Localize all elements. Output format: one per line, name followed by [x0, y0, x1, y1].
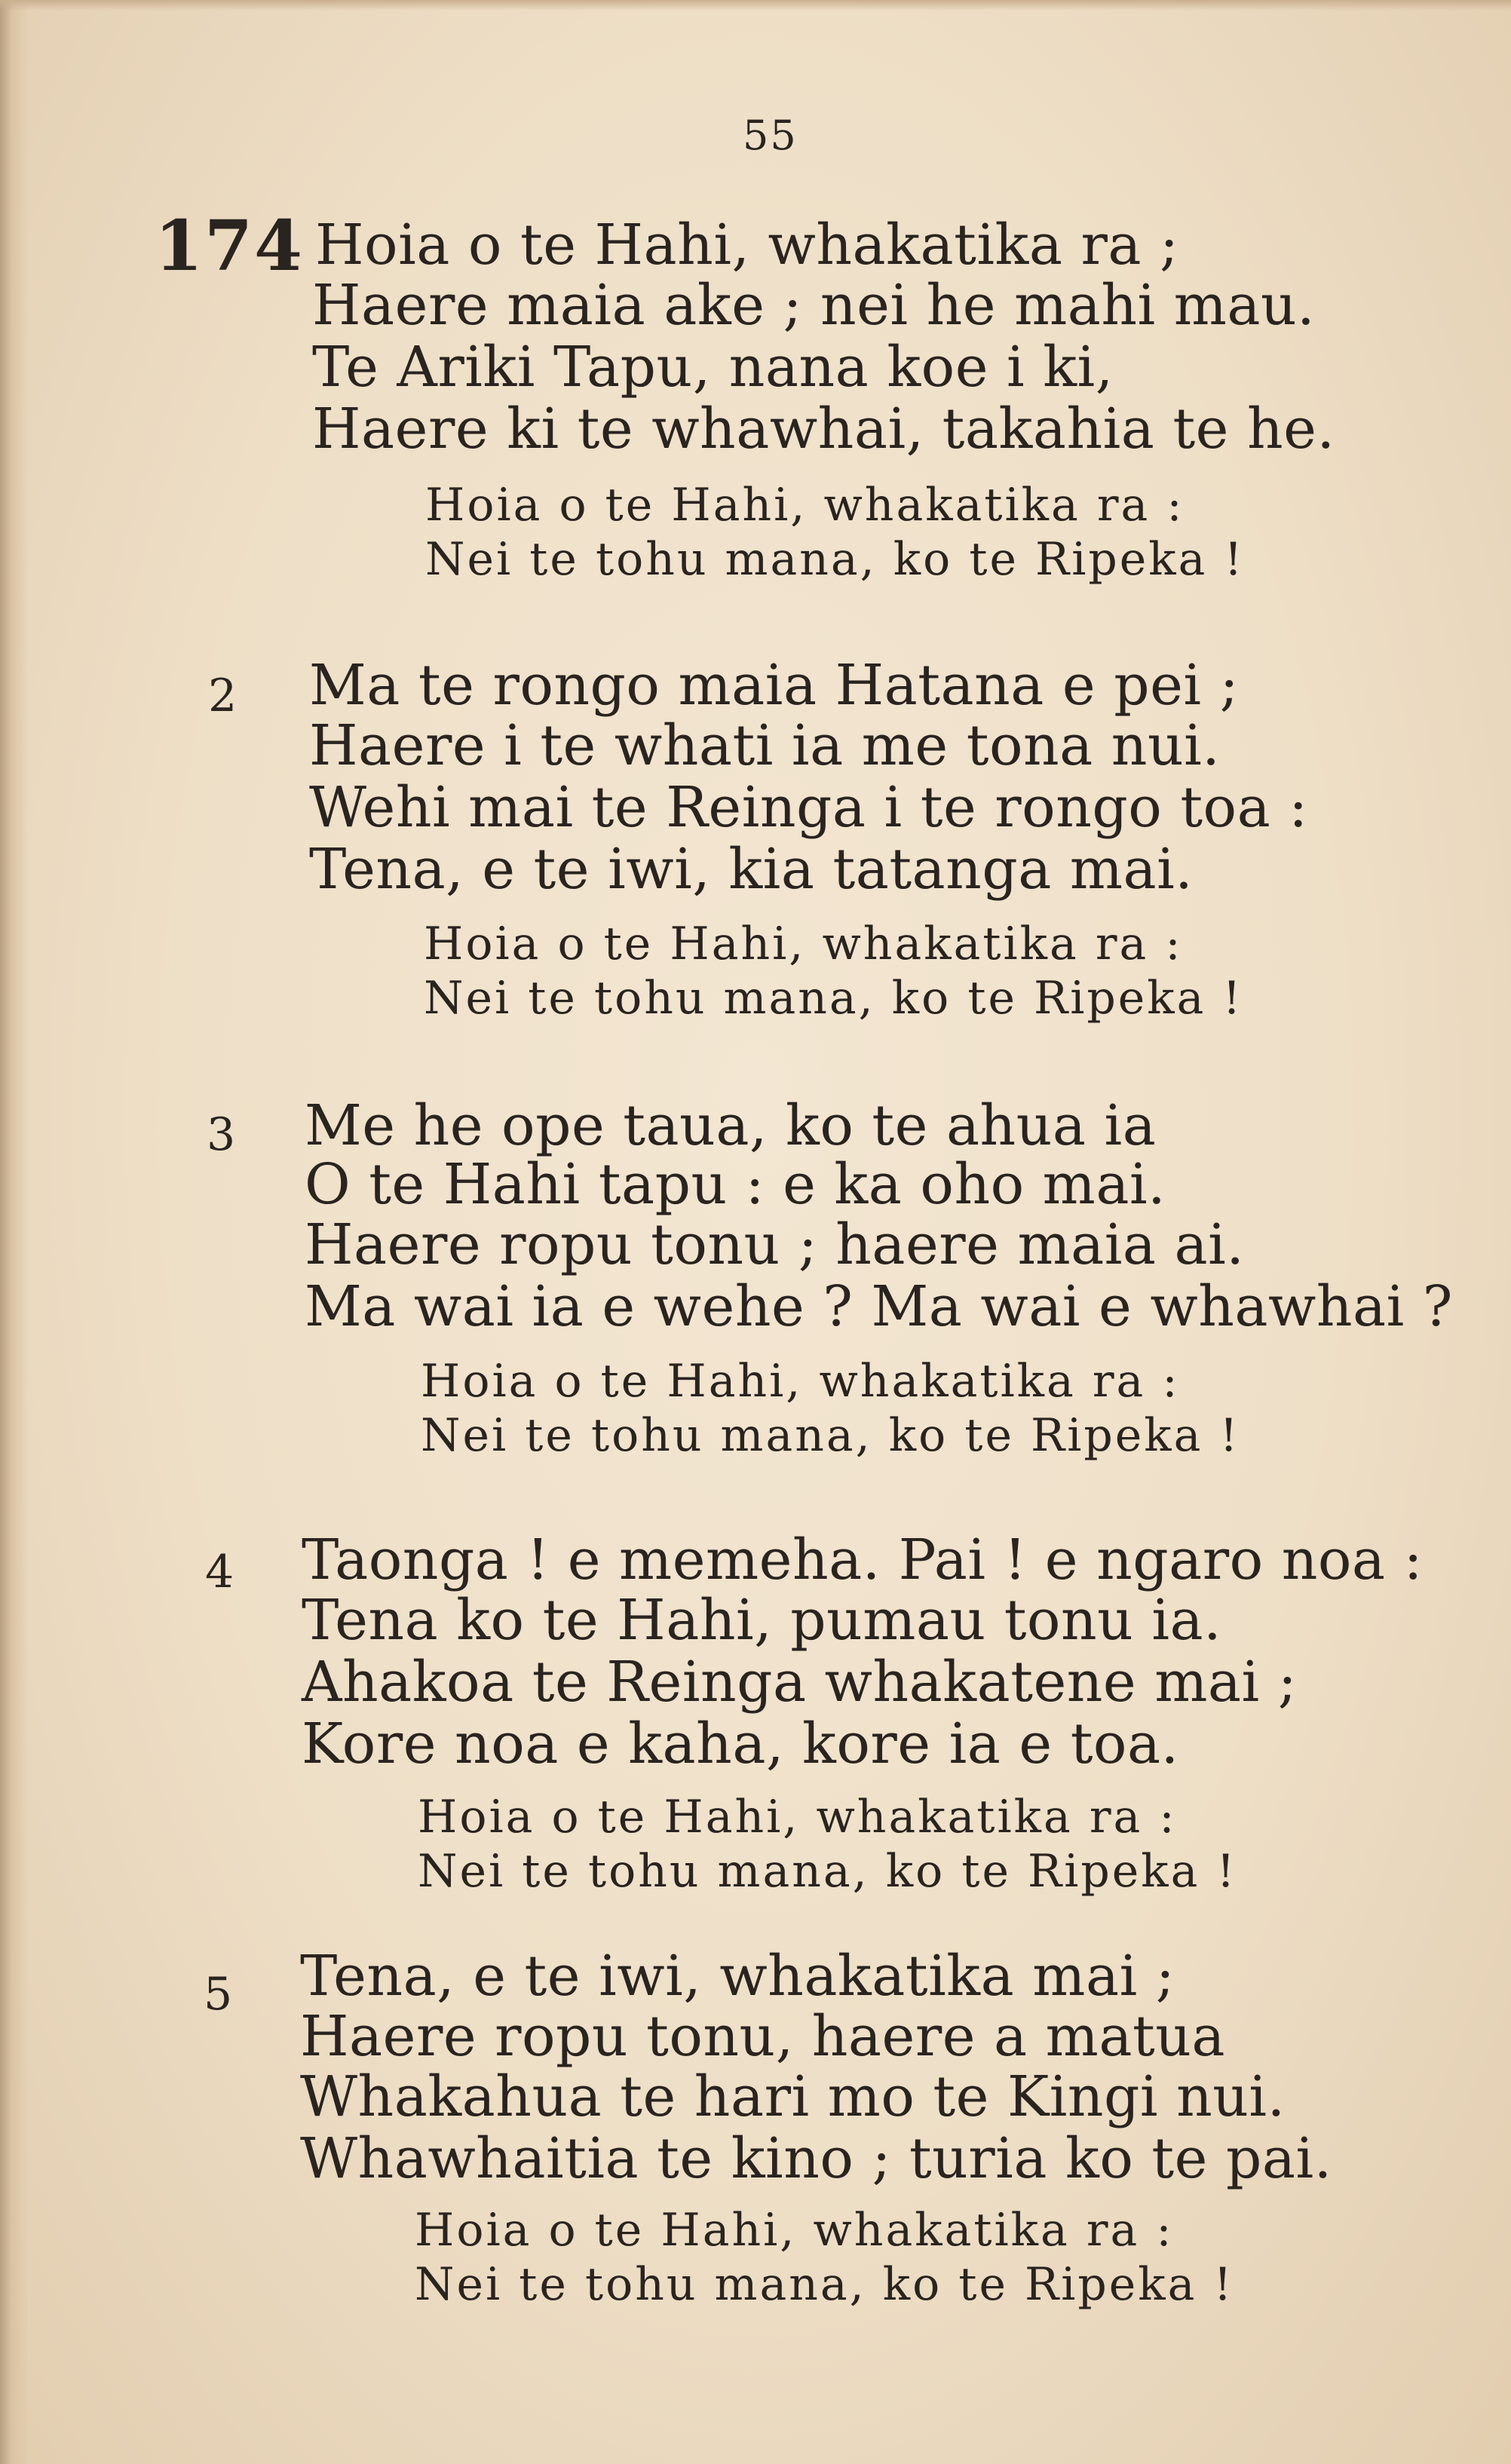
verse-line: Whawhaitia te kino ; turia ko te pai. — [300, 2126, 1332, 2191]
verse-number: 4 — [205, 1546, 234, 1598]
hymn-number: 174 — [155, 205, 305, 287]
verse-line: Haere ropu tonu ; haere maia ai. — [305, 1212, 1245, 1277]
verse-line: Me he ope taua, ko te ahua ia — [305, 1093, 1157, 1158]
page-top-edge — [0, 0, 1511, 11]
verse-line: Haere ropu tonu, haere a matua — [300, 2004, 1225, 2069]
chorus-line: Nei te tohu mana, ko te Ripeka ! — [424, 972, 1243, 1025]
verse-line: Ahakoa te Reinga whakatene mai ; — [302, 1650, 1298, 1715]
verse-line: Hoia o te Hahi, whakatika ra ; — [315, 213, 1179, 277]
verse-line: Haere ki te whawhai, takahia te he. — [312, 397, 1335, 461]
page-edge-shadow — [0, 0, 29, 2464]
verse-line: Ma te rongo maia Hatana e pei ; — [309, 653, 1239, 718]
chorus-line: Nei te tohu mana, ko te Ripeka ! — [421, 1409, 1240, 1462]
verse-number: 3 — [207, 1108, 236, 1161]
verse-line: Tena ko te Hahi, pumau tonu ia. — [302, 1588, 1222, 1653]
verse-line: Kore noa e kaha, kore ia e toa. — [302, 1712, 1179, 1776]
verse-line: Haere i te whati ia me tona nui. — [309, 713, 1221, 778]
chorus-line: Nei te tohu mana, ko te Ripeka ! — [418, 1845, 1237, 1898]
verse-number: 2 — [208, 670, 238, 722]
verse-line: Ma wai ia e wehe ? Ma wai e whawhai ? — [305, 1274, 1453, 1339]
verse-line: Te Ariki Tapu, nana koe i ki, — [312, 335, 1114, 400]
page-number: 55 — [743, 112, 798, 159]
chorus-line: Hoia o te Hahi, whakatika ra : — [421, 1355, 1180, 1408]
verse-number: 5 — [204, 1968, 233, 2021]
chorus-line: Hoia o te Hahi, whakatika ra : — [425, 479, 1185, 532]
verse-line: Wehi mai te Reinga i te rongo toa : — [309, 775, 1308, 840]
chorus-line: Hoia o te Hahi, whakatika ra : — [424, 918, 1183, 970]
chorus-line: Hoia o te Hahi, whakatika ra : — [415, 2204, 1174, 2257]
chorus-line: Hoia o te Hahi, whakatika ra : — [418, 1791, 1177, 1843]
verse-line: O te Hahi tapu : e ka oho mai. — [305, 1152, 1166, 1217]
verse-line: Haere maia ake ; nei he mahi mau. — [312, 273, 1316, 338]
chorus-line: Nei te tohu mana, ko te Ripeka ! — [415, 2258, 1234, 2311]
verse-line: Whakahua te hari mo te Kingi nui. — [300, 2064, 1286, 2129]
verse-line: Taonga ! e memeha. Pai ! e ngaro noa : — [302, 1528, 1424, 1592]
verse-line: Tena, e te iwi, whakatika mai ; — [300, 1944, 1175, 2009]
verse-line: Tena, e te iwi, kia tatanga mai. — [309, 837, 1194, 902]
chorus-line: Nei te tohu mana, ko te Ripeka ! — [425, 533, 1245, 586]
